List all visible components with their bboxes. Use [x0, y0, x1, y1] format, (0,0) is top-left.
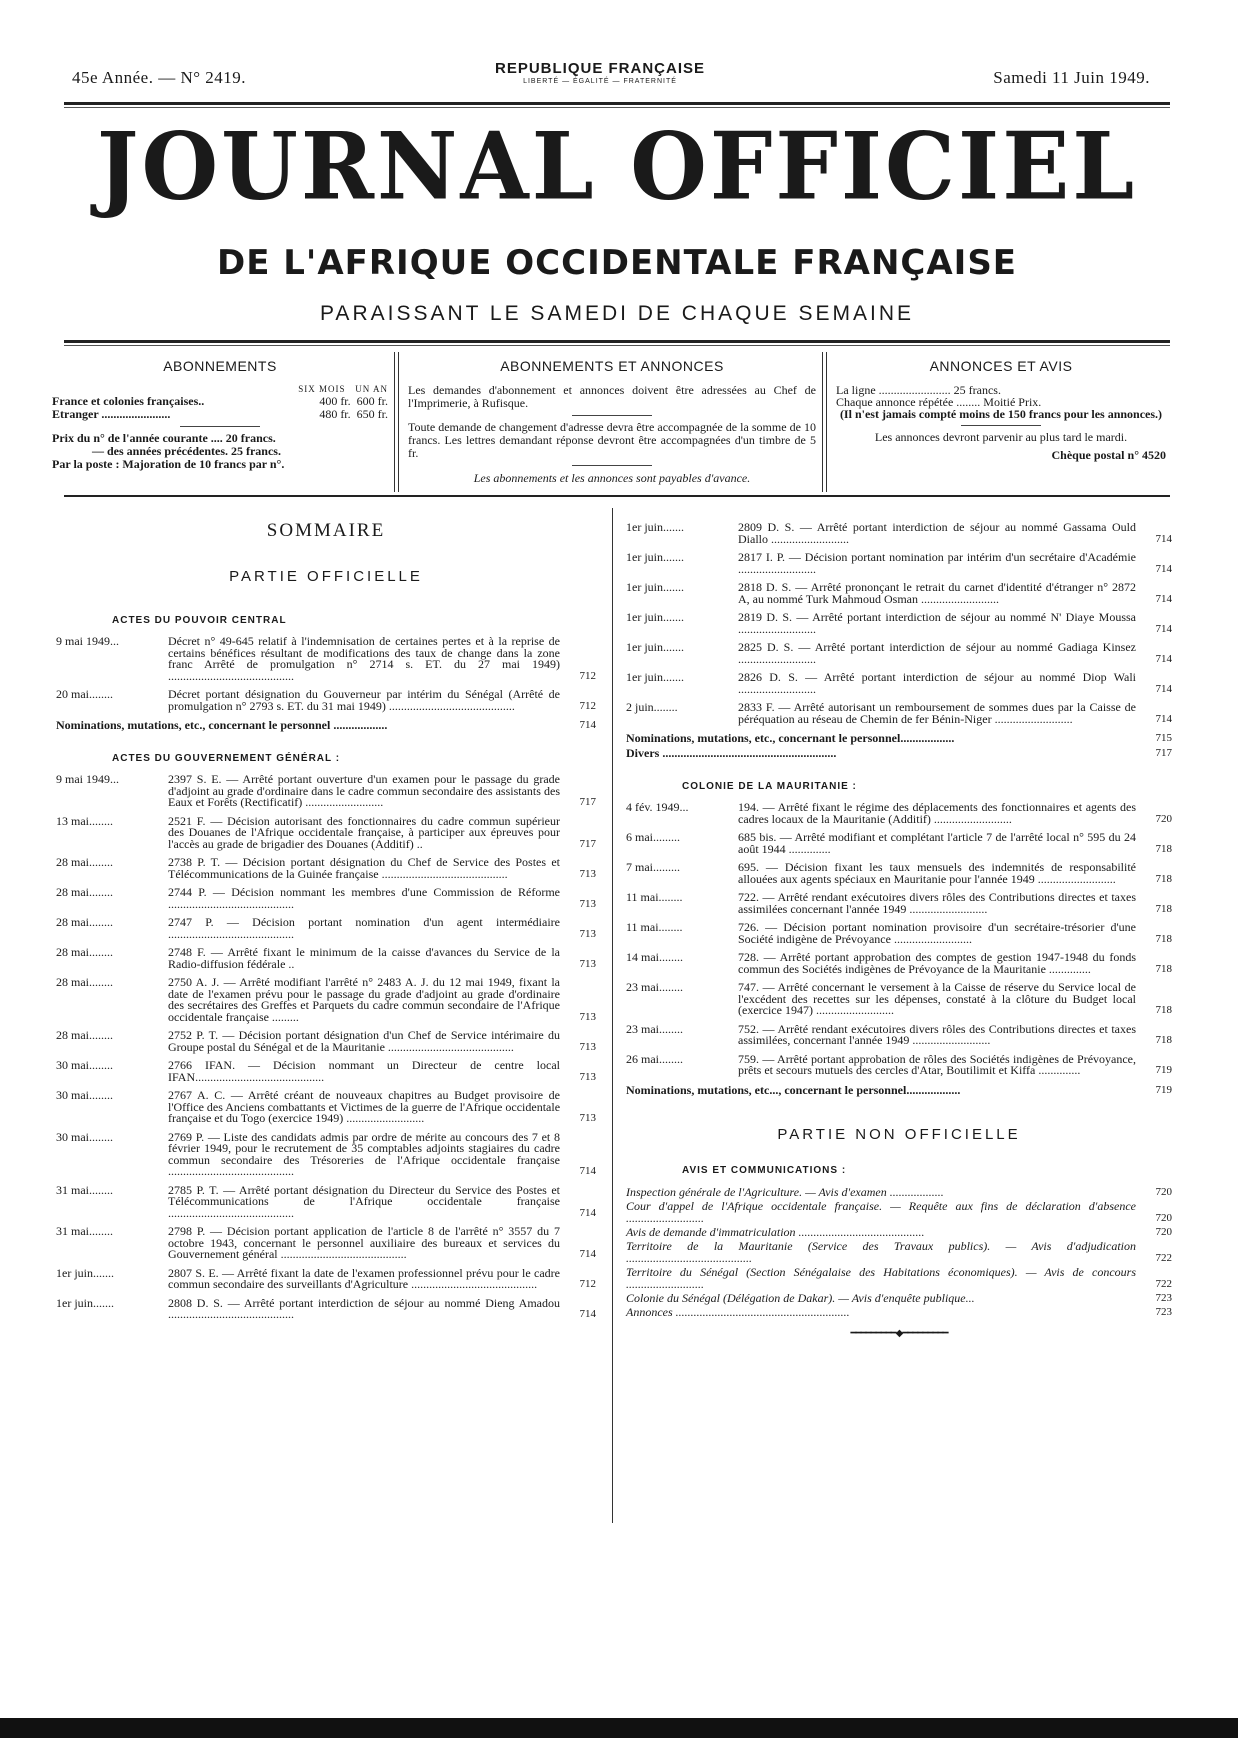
header-rule: [64, 102, 1170, 105]
section-gouvernement-general: ACTES DU GOUVERNEMENT GÉNÉRAL :: [112, 753, 341, 764]
entry-page: 718: [1155, 1034, 1172, 1046]
entry-page: 720: [1155, 1185, 1172, 1198]
entry-page: 713: [579, 897, 596, 910]
entry-page: 722: [1155, 1277, 1172, 1290]
entry-date: 30 mai........: [56, 1088, 113, 1102]
entry-text: Territoire de la Mauritanie (Service des Travaux publics). — Avis d'adjudication ..........................................: [626, 1238, 1136, 1265]
entry-text: Inspection générale de l'Agriculture. — Avis d'examen ..................: [626, 1184, 944, 1199]
ad-rate-repeat: Chaque annonce répétée ........ Moitié Prix.: [836, 395, 1042, 409]
sommaire-entry: [626, 892, 1172, 915]
end-ornament: ━━━━━━━━━◆━━━━━━━━━: [850, 1327, 948, 1339]
entry-date: 1er juin.......: [56, 1265, 114, 1280]
entry-date: 13 mai........: [56, 813, 113, 828]
entry-page: 722: [1155, 1251, 1172, 1264]
sommaire-entry: [626, 952, 1172, 975]
sommaire-entry: [626, 1266, 1172, 1290]
entry-text: 2750 A. J. — Arrêté modifiant l'arrêté n° 2483 A. J. du 12 mai 1949, fixant la date de l'examen prévu pour le passage du grade d'adjoint au grade d'ordinaire des secrétaires des Greffes et Parquets du cadre commun secondaire de l'Afrique occidentale française .........: [168, 975, 560, 1024]
sommaire-entry: [56, 887, 596, 910]
entry-text: Colonie du Sénégal (Délégation de Dakar). — Avis d'enquête publique...: [626, 1290, 975, 1305]
entry-date: 1er juin.......: [626, 670, 684, 684]
entry-date: 20 mai........: [56, 687, 113, 701]
republic-motto: LIBERTÉ — ÉGALITÉ — FRATERNITÉ: [523, 78, 677, 85]
change-address-note: Toute demande de changement d'adresse devra être accompagnée de la somme de 10 francs. Les lettres demandant réponse devront être accompagnées d'un timbre de 5 fr.: [408, 420, 816, 460]
partie-officielle-title: PARTIE OFFICIELLE: [229, 568, 423, 585]
entry-page: 712: [579, 669, 596, 682]
box-separator: [394, 352, 399, 492]
entry-page: 717: [579, 796, 596, 808]
entry-text: Cour d'appel de l'Afrique occidentale française. — Requête aux fins de déclaration d'absence ..........................: [626, 1198, 1136, 1225]
sommaire-entry: [626, 802, 1172, 825]
entry-page: 718: [1155, 872, 1172, 885]
entry-text: Décret portant désignation du Gouverneur par intérim du Sénégal (Arrêté de promulgation n° 2793 s. ET. du 31 mai 1949) ..........................................: [168, 687, 560, 713]
entry-date: 14 mai........: [626, 950, 683, 964]
entry-text: Décret n° 49-645 relatif à l'indemnisation de certaines pertes et à la reprise de certains bénéfices résultant de modifications des taux de change dans la zone franc Arrêté de promulgation n° 2714 s. ET. du 27 mai 1949) ..........................................: [168, 634, 560, 683]
entry-date: 28 mai........: [56, 1028, 113, 1042]
box-annonces-avis-title: ANNONCES ET AVIS: [929, 358, 1073, 374]
entry-text: Avis de demande d'immatriculation ..........................................: [626, 1224, 925, 1239]
sommaire-entry: [626, 522, 1172, 545]
entry-date: 30 mai........: [56, 1058, 113, 1072]
entry-page: 718: [1155, 1004, 1172, 1016]
entry-page: 723: [1155, 1305, 1172, 1318]
subscription-row: [52, 408, 388, 421]
entry-page: 714: [1155, 532, 1172, 545]
entry-page: 713: [579, 1040, 596, 1053]
entry-page: 720: [1155, 812, 1172, 825]
masthead-subtitle: DE L'AFRIQUE OCCIDENTALE FRANÇAISE: [216, 243, 1018, 283]
box-divider: [180, 426, 260, 427]
nominations-entry: [626, 732, 1172, 744]
entry-text: 759. — Arrêté portant approbation de rôles des Sociétés indigènes de Prévoyance, prêts et secours mutuels des cercles d'Atar, Boutilimit et Kiffa ..............: [738, 1051, 1136, 1077]
sommaire-entry: [56, 636, 596, 682]
entry-date: 2 juin........: [626, 700, 678, 714]
payment-note: Les abonnements et les annonces sont payables d'avance.: [473, 471, 751, 485]
subscription-address: Les demandes d'abonnement et annonces doivent être adressées au Chef de l'Imprimerie, à Rufisque.: [408, 383, 816, 410]
entry-page: 714: [579, 1248, 596, 1260]
subscription-six-mois: 400 fr.: [319, 394, 351, 408]
list-gouvernement-general: [56, 774, 596, 1321]
col-six-mois: SIX MOIS: [298, 384, 346, 394]
entry-page: 717: [1155, 747, 1172, 759]
entry-date: 11 mai........: [626, 920, 683, 934]
entry-text: 752. — Arrêté rendant exécutoires divers rôles des Contributions directes et taxes assimilées, concernant l'année 1949 ..........................: [738, 1021, 1136, 1047]
entry-date: 23 mai........: [626, 1021, 683, 1036]
entry-date: 28 mai........: [56, 975, 113, 989]
box-abonnements: [52, 352, 388, 492]
sommaire-right-column: [626, 522, 1172, 1339]
entry-page: 720: [1155, 1211, 1172, 1224]
entry-text: 2818 D. S. — Arrêté prononçant le retrait du carnet d'identité d'étranger n° 2872 A, au nommé Turk Mahmoud Osman ..........................: [738, 580, 1136, 606]
sommaire-entry: [626, 982, 1172, 1017]
subscription-label: Etranger .......................: [52, 407, 171, 421]
republic-title: REPUBLIQUE FRANÇAISE: [494, 60, 705, 77]
sommaire-entry: [56, 1030, 596, 1053]
box-divider: [572, 465, 652, 466]
entry-text: 2738 P. T. — Décision portant désignation du Chef de Service des Postes et Télécommunications de la Guinée française ..........................................: [168, 855, 560, 881]
subscription-six-mois: 480 fr.: [319, 407, 351, 421]
price-poste: Par la poste : Majoration de 10 francs par n°.: [52, 457, 285, 471]
entry-text: 2752 P. T. — Décision portant désignation d'un Chef de Service intérimaire du Groupe postal du Sénégal et de la Mauritanie ..........................................: [168, 1028, 560, 1054]
entry-page: 713: [579, 1112, 596, 1124]
entry-date: 1er juin.......: [626, 610, 684, 624]
section-pouvoir-central: ACTES DU POUVOIR CENTRAL: [112, 615, 287, 626]
boxes-rule: [64, 495, 1170, 497]
entry-page: 713: [579, 1070, 596, 1083]
page-bottom-edge: [0, 1718, 1238, 1738]
year-number: 45e Année. — N° 2419.: [72, 68, 247, 87]
entry-text: 2767 A. C. — Arrêté créant de nouveaux chapitres au Budget provisoire de l'Office des Anciens combattants et Victimes de la guerre de l'Afrique occidentale française et du Togo (exercice 1949) ..........................: [168, 1088, 561, 1125]
section-avis: AVIS ET COMMUNICATIONS :: [682, 1164, 847, 1176]
ad-rate-line: La ligne ........................ 25 francs.: [836, 383, 1001, 397]
entry-page: 718: [1155, 962, 1172, 975]
divers-entry: [626, 747, 1172, 759]
entry-page: 714: [1155, 652, 1172, 665]
entry-text: 2826 D. S. — Arrêté portant interdiction de séjour au nommé Diop Wali ..........................: [738, 670, 1136, 696]
issue-date: Samedi 11 Juin 1949.: [993, 68, 1150, 87]
sommaire-entry: [626, 582, 1172, 605]
entry-text: Territoire du Sénégal (Section Sénégalaise des Habitations économiques). — Avis de concours ..........................: [626, 1264, 1136, 1291]
sommaire-entry: [56, 1182, 596, 1220]
entry-date: 6 mai.........: [626, 830, 680, 844]
entry-text: 722. — Arrêté rendant exécutoires divers rôles des Contributions directes et taxes assimilées concernant l'année 1949 ..........................: [738, 890, 1136, 916]
entry-page: 713: [579, 957, 596, 970]
col-un-an: UN AN: [355, 384, 388, 394]
entry-text: 2817 I. P. — Décision portant nomination par intérim d'un secrétaire d'Académie ..........................: [738, 550, 1136, 576]
entry-page: 720: [1155, 1225, 1172, 1238]
entry-text: Divers ..........................................................: [626, 746, 837, 760]
sommaire-entry: [56, 1090, 596, 1125]
entry-text: 2747 P. — Décision portant nomination d'un agent intermédiaire ..........................................: [168, 915, 560, 941]
box-abonnements-annonces-title: ABONNEMENTS ET ANNONCES: [500, 358, 724, 374]
entry-date: 23 mai........: [626, 980, 683, 994]
entry-page: 714: [1155, 622, 1172, 635]
masthead-rule: [64, 340, 1170, 343]
entry-text: Nominations, mutations, etc..., concernant le personnel..................: [626, 1082, 961, 1097]
entry-text: 2744 P. — Décision nommant les membres d'une Commission de Réforme ..........................................: [168, 885, 560, 911]
entry-page: 714: [579, 1165, 596, 1177]
sommaire-title: SOMMAIRE: [266, 520, 386, 541]
sommaire-entry: [626, 1200, 1172, 1224]
box-separator: [822, 352, 827, 492]
entry-date: 1er juin.......: [626, 520, 684, 534]
entry-date: 11 mai........: [626, 890, 683, 904]
entry-date: 31 mai........: [56, 1224, 113, 1238]
entry-page: 713: [579, 1010, 596, 1023]
sommaire-entry: [56, 1060, 596, 1083]
entry-text: Nominations, mutations, etc., concernant le personnel..................: [626, 731, 955, 745]
entry-page: 714: [1155, 562, 1172, 575]
entry-date: 26 mai........: [626, 1051, 683, 1066]
sommaire-entry: [626, 1292, 1172, 1304]
entry-page: 718: [1155, 902, 1172, 915]
box-divider: [572, 415, 652, 416]
header-rule-thin: [64, 107, 1170, 108]
entry-text: 2785 P. T. — Arrêté portant désignation du Directeur du Service des Postes et Télécommunications de l'Afrique occidentale française ..........................................: [168, 1182, 560, 1220]
partie-non-officielle-title: PARTIE NON OFFICIELLE: [777, 1125, 1021, 1143]
sommaire-entry: [56, 1129, 596, 1178]
entry-text: 2825 D. S. — Arrêté portant interdiction de séjour au nommé Gadiaga Kinsez ..........................: [738, 640, 1136, 666]
entry-text: 2833 F. — Arrêté autorisant un remboursement de sommes dues par la Caisse de péréquation au réseau de Chemin de fer Bénin-Niger ..........................: [738, 700, 1136, 726]
entry-text: 194. — Arrêté fixant le régime des déplacements des fonctionnaires et agents des cadres locaux de la Mauritanie (Additif) ..........................: [738, 800, 1136, 826]
entry-date: 28 mai........: [56, 915, 113, 929]
entry-page: 714: [579, 719, 596, 731]
masthead-frequency: PARAISSANT LE SAMEDI DE CHAQUE SEMAINE: [319, 302, 914, 325]
sommaire-entry: [56, 1226, 596, 1261]
subscription-un-an: 650 fr.: [356, 407, 388, 421]
nominations-entry: [56, 719, 596, 731]
entry-page: 723: [1155, 1291, 1172, 1304]
sommaire-entry: [56, 947, 596, 970]
entry-text: 2748 F. — Arrêté fixant le minimum de la caisse d'avances du Service de la Radio-diffusion fédérale ..: [168, 945, 560, 971]
section-mauritanie: COLONIE DE LA MAURITANIE :: [682, 781, 857, 792]
box-abonnements-title: ABONNEMENTS: [163, 358, 277, 374]
entry-text: 2808 D. S. — Arrêté portant interdiction de séjour au nommé Dieng Amadou ..........................................: [168, 1295, 560, 1321]
entry-date: 28 mai........: [56, 945, 113, 959]
entry-page: 712: [579, 699, 596, 712]
ad-deadline: Les annonces devront parvenir au plus tard le mardi.: [874, 430, 1128, 444]
entry-text: 2766 IFAN. — Décision nommant un Directeur de centre local IFAN...........................................: [168, 1058, 560, 1084]
entry-text: 2807 S. E. — Arrêté fixant la date de l'examen professionnel prévu pour le cadre commun secondaire des surveillants d'Agriculture ..........................................: [168, 1265, 560, 1291]
republic-block: [440, 60, 760, 85]
entry-text: 2397 S. E. — Arrêté portant ouverture d'un examen pour le passage du grade d'adjoint au grade d'ordinaire dans le cadre commun secondaire des assistants des Eaux et Forêts (Rectificatif) ..........................: [168, 772, 560, 809]
entry-date: 28 mai........: [56, 885, 113, 899]
sommaire-entry: [626, 552, 1172, 575]
entry-text: 695. — Décision fixant les taux mensuels des indemnités de responsabilité allouées aux agents spéciaux en Mauritanie pour l'année 1949 ..........................: [738, 860, 1136, 886]
sommaire-entry: [626, 1240, 1172, 1264]
entry-page: 715: [1155, 732, 1172, 744]
sommaire-entry: [56, 774, 596, 809]
entry-text: 685 bis. — Arrêté modifiant et complétant l'article 7 de l'arrêté local n° 595 du 24 août 1944 ..............: [738, 830, 1136, 856]
entry-page: 712: [579, 1278, 596, 1290]
sommaire-entry: [626, 832, 1172, 855]
sommaire-entry: [626, 1051, 1172, 1077]
sommaire-entry: [56, 857, 596, 880]
entry-text: 2798 P. — Décision portant application de l'article 8 de l'arrêté n° 3557 du 7 octobre 1943, concernant le personnel auxiliaire des bureaux et services du Gouvernement général ..........................................: [168, 1224, 560, 1261]
entry-text: 2521 F. — Décision autorisant des fonctionnaires du cadre commun supérieur des Douanes de l'Afrique occidentale française, à participer aux épreuves pour l'accès au grade de brigadier des Douanes (Additif) ..: [168, 813, 560, 851]
sommaire-entry: [626, 642, 1172, 665]
entry-text: Nominations, mutations, etc., concernant le personnel ..................: [56, 718, 388, 732]
sommaire-entry: [626, 1186, 1172, 1198]
entry-page: 719: [1155, 1083, 1172, 1096]
sommaire-entry: [626, 1226, 1172, 1238]
list-gouvernement-general-suite: [626, 522, 1172, 725]
sommaire-entry: [56, 813, 596, 851]
sommaire-entry: [626, 862, 1172, 885]
sommaire-entry: [626, 922, 1172, 945]
sommaire-entry: [626, 702, 1172, 725]
entry-text: 2809 D. S. — Arrêté portant interdiction de séjour au nommé Gassama Ould Diallo ..........................: [738, 520, 1136, 546]
sommaire-entry: [626, 672, 1172, 695]
entry-page: 714: [1155, 592, 1172, 605]
entry-text: 2769 P. — Liste des candidats admis par ordre de mérite au concours des 7 et 8 février 1949, pour le recrutement de 35 comptables adjoints stagiaires du cadre commun secondaire des Trésoreries de l'Afrique occidentale française ..........................................: [168, 1129, 560, 1178]
entry-date: 1er juin.......: [626, 580, 684, 594]
nominations-entry: [626, 1084, 1172, 1096]
entry-date: 1er juin.......: [626, 640, 684, 654]
entry-date: 30 mai........: [56, 1129, 113, 1144]
sommaire-entry: [56, 689, 596, 712]
sommaire-entry: [626, 612, 1172, 635]
entry-date: 9 mai 1949...: [56, 634, 119, 648]
entry-text: 728. — Arrêté portant approbation des comptes de gestion 1947-1948 du fonds commun des Sociétés indigènes de Prévoyance de la Mauritanie ..............: [738, 950, 1136, 976]
entry-date: 1er juin.......: [626, 550, 684, 564]
masthead-title: JOURNAL OFFICIEL: [96, 111, 1138, 221]
price-current: Prix du n° de l'année courante .... 20 francs.: [52, 431, 276, 445]
entry-page: 714: [1155, 682, 1172, 695]
masthead-rule-thin: [64, 345, 1170, 346]
entry-date: 7 mai.........: [626, 860, 680, 874]
entry-text: 2819 D. S. — Arrêté portant interdiction de séjour au nommé N' Diaye Moussa ..........................: [738, 610, 1136, 636]
sommaire-entry: [626, 1021, 1172, 1047]
entry-page: 713: [579, 867, 596, 880]
list-pouvoir-central: [56, 636, 596, 712]
entry-page: 718: [1155, 842, 1172, 855]
box-divider: [961, 425, 1041, 426]
entry-page: 717: [579, 837, 596, 850]
box-annonces-avis: [836, 352, 1166, 492]
entry-text: 747. — Arrêté concernant le versement à la Caisse de réserve du Service local de l'excédent des recettes sur les dépenses, constaté à la clôture du Budget local (exercice 1947) ..........................: [738, 980, 1136, 1017]
sommaire-entry: [626, 1306, 1172, 1318]
sommaire-entry: [56, 977, 596, 1023]
column-separator: [612, 508, 613, 1523]
sommaire-entry: [56, 917, 596, 940]
postal-cheque: Chèque postal n° 4520: [1051, 448, 1166, 462]
entry-page: 714: [1155, 712, 1172, 725]
entry-text: Annonces ..........................................................: [626, 1304, 850, 1319]
sommaire-entry: [56, 1265, 596, 1291]
entry-text: 726. — Décision portant nomination provisoire d'un secrétaire-trésorier d'une Société indigène de Prévoyance ..........................: [738, 920, 1136, 946]
entry-page: 713: [579, 927, 596, 940]
entry-page: 719: [1155, 1064, 1172, 1076]
entry-page: 718: [1155, 932, 1172, 945]
list-avis-communications: [626, 1186, 1172, 1318]
entry-page: 714: [579, 1206, 596, 1219]
entry-date: 28 mai........: [56, 855, 113, 869]
entry-date: 1er juin.......: [56, 1295, 114, 1310]
price-previous: — des années précédentes. 25 francs.: [92, 444, 281, 458]
ad-minimum: (Il n'est jamais compté moins de 150 francs pour les annonces.): [839, 407, 1163, 421]
subscription-un-an: 600 fr.: [356, 394, 388, 408]
sommaire-entry: [56, 1295, 596, 1321]
subscription-label: France et colonies françaises..: [52, 394, 205, 408]
entry-date: 4 fév. 1949...: [626, 800, 689, 814]
sommaire-left-column: [56, 520, 596, 1328]
list-mauritanie: [626, 802, 1172, 1077]
entry-page: 714: [579, 1308, 596, 1320]
entry-date: 31 mai........: [56, 1182, 113, 1197]
box-abonnements-annonces: [408, 352, 816, 492]
entry-date: 9 mai 1949...: [56, 772, 119, 786]
